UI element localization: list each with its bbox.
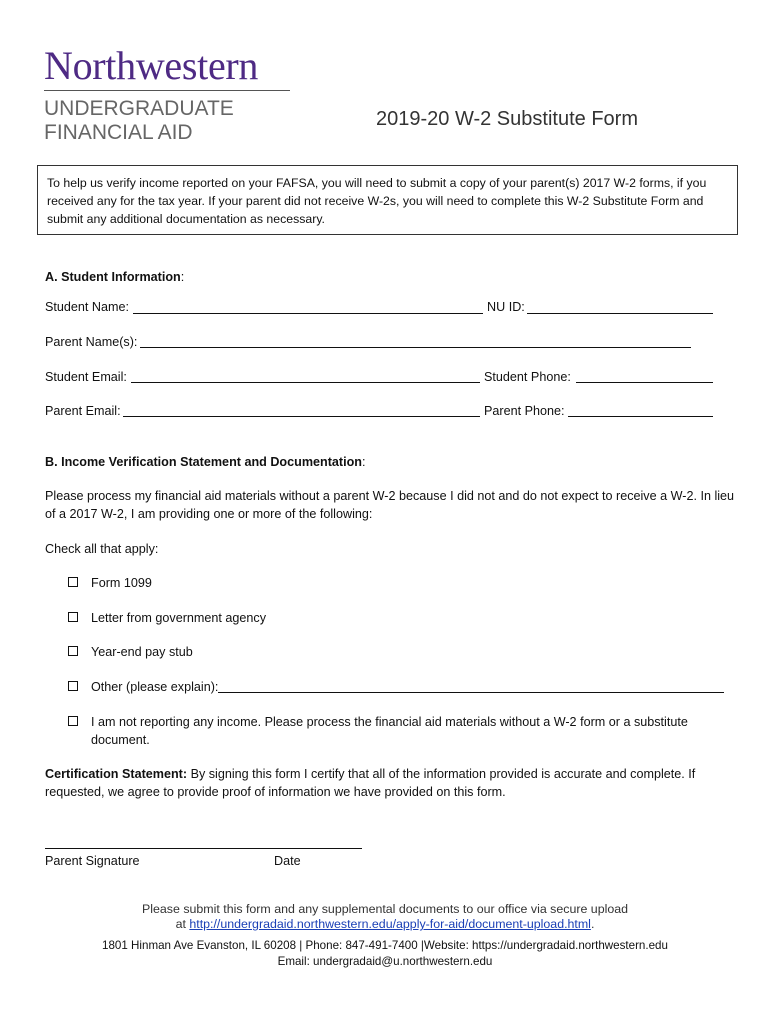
no-income-checkbox[interactable] <box>68 716 78 726</box>
pay-stub-checkbox[interactable] <box>68 646 78 656</box>
upload-period: . <box>590 917 595 931</box>
other-label: Other (please explain): <box>91 680 219 694</box>
parent-names-field[interactable] <box>140 347 691 348</box>
student-name-label: Student Name: <box>45 300 130 314</box>
check-all-label: Check all that apply: <box>45 542 159 556</box>
section-b-heading <box>45 453 366 471</box>
submit-instructions: Please submit this form and any supplemental documents to our office via secure upload <box>141 902 629 916</box>
certification-label: Certification Statement: <box>45 767 188 781</box>
income-statement: Please process my financial aid materials without a parent W-2 because I did not and do not expect to receive a W-2. In lieu of a 2017 W-2, I am providing one or more of the following: <box>45 489 735 521</box>
certification-text: By signing this form I certify that all of the information provided is accurate and complete. If requested, we agree to provide proof of information we have provided on this form. <box>45 767 696 799</box>
section-b-title: B. Income Verification Statement and Documentation <box>45 455 362 469</box>
student-email-field[interactable] <box>131 382 480 383</box>
contact-info: 1801 Hinman Ave Evanston, IL 60208 | Phone: 847-491-7400 |Website: https://undergradaid.northwestern.edu <box>102 939 668 952</box>
certification-statement <box>45 765 735 801</box>
upload-at-text: at <box>175 917 190 931</box>
section-a-colon: : <box>180 270 185 284</box>
logo-divider <box>44 90 290 91</box>
government-letter-label: Letter from government agency <box>91 611 267 625</box>
pay-stub-label: Year-end pay stub <box>91 645 193 659</box>
student-name-field[interactable] <box>133 313 483 314</box>
intro-text: To help us verify income reported on your FAFSA, you will need to submit a copy of your parent(s) 2017 W-2 forms, if you received any for the tax year. If your parent did not receive W-2s, you will need to complete this W-2 Substitute Form and submit any additional documentation as necessary. <box>47 176 707 226</box>
form-title: 2019-20 W-2 Substitute Form <box>376 108 638 130</box>
signature-line[interactable] <box>45 848 362 849</box>
student-phone-field[interactable] <box>576 382 713 383</box>
form-1099-checkbox[interactable] <box>68 577 78 587</box>
date-label: Date <box>274 854 301 868</box>
parent-phone-label: Parent Phone: <box>484 404 565 418</box>
parent-phone-field[interactable] <box>568 416 713 417</box>
parent-email-field[interactable] <box>123 416 480 417</box>
section-b-colon: : <box>362 455 366 469</box>
contact-email: Email: undergradaid@u.northwestern.edu <box>277 955 493 968</box>
nu-id-field[interactable] <box>527 313 713 314</box>
upload-link-line <box>60 916 710 932</box>
parent-signature-label: Parent Signature <box>45 854 140 868</box>
section-a-title: A. Student Information <box>45 270 181 284</box>
form-1099-label: Form 1099 <box>91 576 152 590</box>
upload-link[interactable]: http://undergradaid.northwestern.edu/apply-for-aid/document-upload.html <box>189 917 591 931</box>
no-income-label: I am not reporting any income. Please process the financial aid materials without a W-2 form or a substitute document. <box>91 715 688 747</box>
parent-names-label: Parent Name(s): <box>45 335 138 349</box>
intro-box <box>37 165 738 235</box>
nu-id-label: NU ID: <box>487 300 525 314</box>
section-a-heading <box>45 268 184 286</box>
department-name-line2: FINANCIAL AID <box>44 121 193 144</box>
student-phone-label: Student Phone: <box>484 370 571 384</box>
other-explain-field[interactable] <box>218 692 724 693</box>
government-letter-checkbox[interactable] <box>68 612 78 622</box>
department-name-line1: UNDERGRADUATE <box>44 97 234 120</box>
student-email-label: Student Email: <box>45 370 127 384</box>
northwestern-logo: Northwestern <box>44 43 259 88</box>
other-checkbox[interactable] <box>68 681 78 691</box>
parent-email-label: Parent Email: <box>45 404 121 418</box>
